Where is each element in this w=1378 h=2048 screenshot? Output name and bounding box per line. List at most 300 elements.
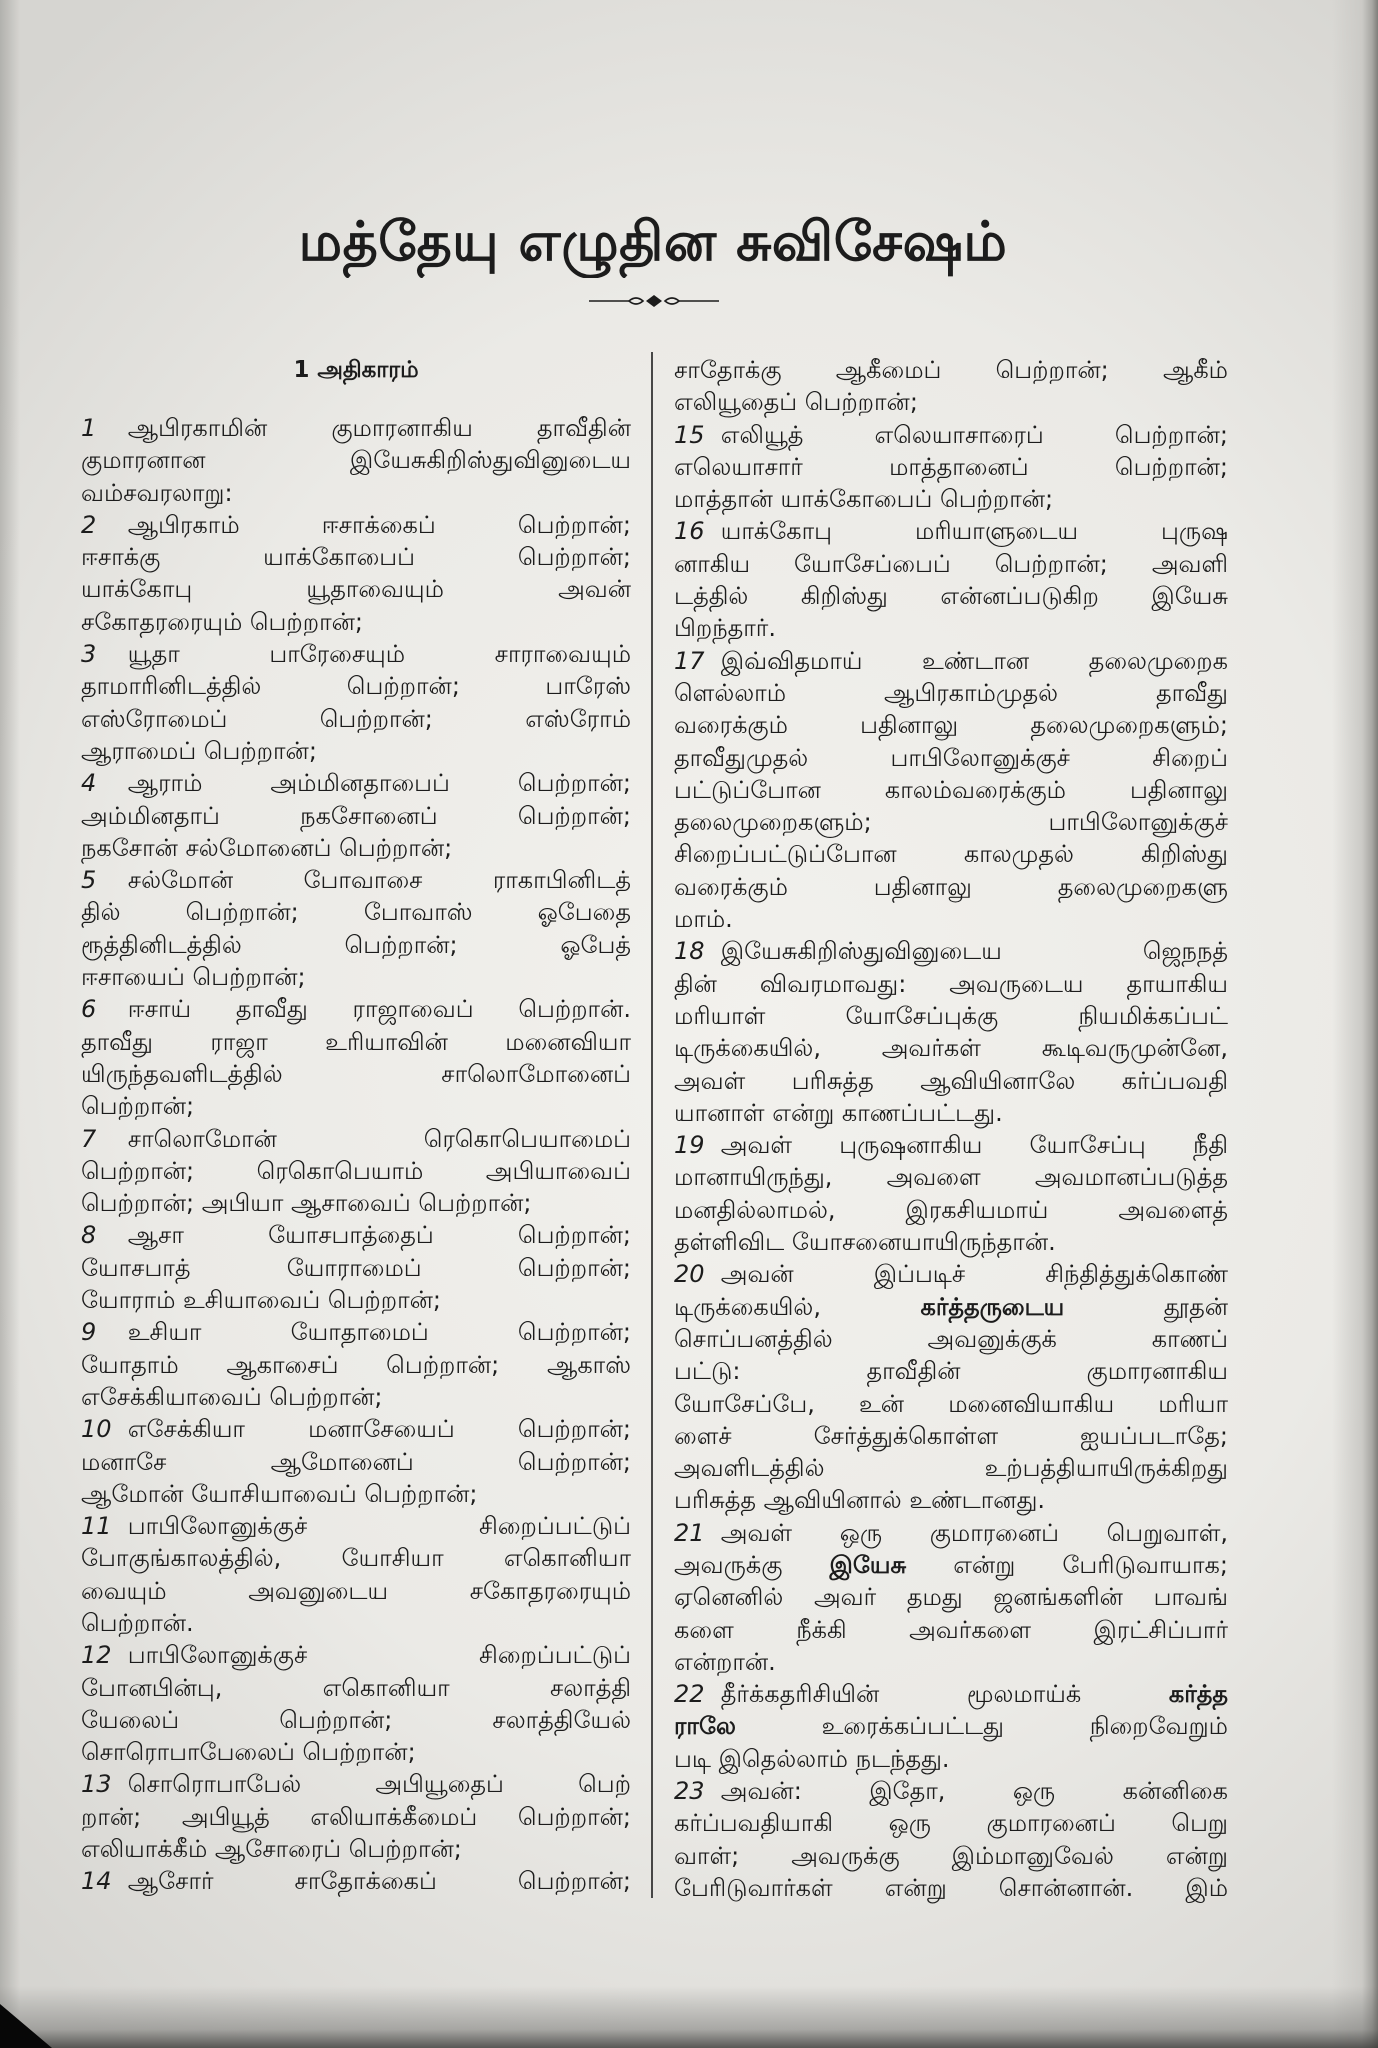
- left-column: [81, 412, 631, 1898]
- text-run: என்று பேரிடுவாயாக;: [906, 1550, 1228, 1579]
- text-line: [81, 1252, 631, 1284]
- text-run: தூதன்: [1064, 1292, 1228, 1321]
- text-line: [81, 1865, 631, 1897]
- text-run: வையும் அவனுடைய சகோதரரையும்: [81, 1576, 631, 1605]
- text-run: சொரொபாபேலைப் பெற்றான்;: [81, 1738, 416, 1767]
- verse-number: 11: [81, 1512, 112, 1541]
- text-line: [81, 1478, 631, 1510]
- verse-number: 18: [674, 937, 705, 966]
- verse-number: 21: [674, 1518, 705, 1547]
- text-run: றான்; அபியூத் எலியாக்கீமைப் பெற்றான்;: [81, 1802, 631, 1831]
- verse-number: 3: [81, 640, 97, 669]
- text-line: [81, 1736, 631, 1768]
- text-run: குமாரனான இயேசுகிறிஸ்துவினுடைய: [81, 446, 631, 475]
- line-content: [674, 582, 1228, 610]
- line-content: [81, 1415, 631, 1443]
- text-run: சல்மோன் போவாசை ராகாபினிடத்: [127, 866, 631, 895]
- text-line: [81, 1026, 631, 1058]
- text-line: [81, 1284, 631, 1316]
- line-content: [81, 1028, 631, 1056]
- text-run: பாபிலோனுக்குச் சிறைப்பட்டுப்: [127, 1641, 631, 1670]
- text-line: [81, 541, 631, 573]
- verse-number: 5: [81, 866, 97, 895]
- text-line: [81, 1801, 631, 1833]
- right-column: [674, 354, 1228, 1904]
- text-run: எசேக்கியாவைப் பெற்றான்;: [81, 1382, 383, 1411]
- line-content: [674, 1454, 1228, 1482]
- text-run: டத்தில் கிறிஸ்து என்னப்படுகிற இயேசு: [674, 582, 1228, 611]
- text-line: [674, 1484, 1228, 1516]
- text-line: [81, 1542, 631, 1574]
- verse-number: 7: [81, 1124, 97, 1153]
- text-line: [81, 1058, 631, 1090]
- text-run: சொரொபாபேல் அபியூதைப் பெற்: [127, 1770, 631, 1799]
- line-content: [674, 873, 1228, 901]
- text-line: [674, 1258, 1228, 1290]
- line-content: [674, 1874, 1228, 1902]
- bold-text-run: ராலே: [674, 1712, 736, 1741]
- page-title-text: மத்தேயு எழுதின சுவிசேஷம்: [298, 210, 1008, 273]
- line-content: [674, 1680, 1228, 1708]
- text-run: ஈசாய் தாவீது ராஜாவைப் பெற்றான்.: [127, 995, 631, 1024]
- text-line: [81, 1768, 631, 1800]
- bold-text-run: இயேசு: [829, 1550, 907, 1579]
- text-line: [674, 1807, 1228, 1839]
- text-run: அவளிடத்தில் உற்பத்தியாயிருக்கிறது: [674, 1454, 1228, 1483]
- verse-number: 10: [81, 1415, 112, 1444]
- text-run: வம்சவரலாறு:: [81, 478, 233, 507]
- line-content: [674, 550, 1228, 578]
- text-line: [81, 1413, 631, 1445]
- line-content: [674, 1842, 1228, 1870]
- text-run: உசியா யோதாமைப் பெற்றான்;: [127, 1318, 631, 1347]
- text-line: [81, 1316, 631, 1348]
- line-content: [81, 1738, 416, 1766]
- line-content: [81, 1835, 462, 1863]
- line-content: [81, 575, 631, 603]
- text-line: [81, 1123, 631, 1155]
- line-content: [81, 705, 631, 733]
- line-content: [674, 1648, 776, 1676]
- text-run: தாமாரினிடத்தில் பெற்றான்; பாரேஸ்: [81, 672, 631, 701]
- line-content: [674, 1551, 1228, 1579]
- text-run: எலியூதைப் பெற்றான்;: [674, 388, 918, 417]
- text-line: [81, 670, 631, 702]
- text-line: [674, 935, 1228, 967]
- text-run: கர்ப்பவதியாகி ஒரு குமாரனைப் பெறு: [674, 1809, 1228, 1838]
- verse-number: 6: [81, 995, 97, 1024]
- bold-text-run: கர்த்தருடைய: [920, 1292, 1065, 1321]
- line-content: [81, 1060, 631, 1088]
- text-run: ளைச் சேர்த்துக்கொள்ள ஐயப்படாதே;: [674, 1421, 1228, 1450]
- line-content: [81, 1480, 478, 1508]
- text-run: னாகிய யோசேப்பைப் பெற்றான்; அவளி: [674, 549, 1228, 578]
- text-run: இயேசுகிறிஸ்துவினுடைய ஜெநநத்: [720, 937, 1228, 966]
- line-content: [81, 1641, 631, 1669]
- line-content: [674, 937, 1228, 965]
- line-content: [81, 769, 631, 797]
- line-content: [674, 1196, 1228, 1224]
- text-line: [81, 800, 631, 832]
- text-line: [674, 1388, 1228, 1420]
- bold-text-run: கர்த்த: [1168, 1680, 1228, 1709]
- text-run: எஸ்ரோமைப் பெற்றான்; எஸ்ரோம்: [81, 704, 631, 733]
- title-ornament: [589, 291, 719, 311]
- text-run: அவள் பரிசுத்த ஆவியினாலே கர்ப்பவதி: [674, 1066, 1228, 1095]
- line-content: [81, 995, 631, 1023]
- text-run: தாவீது ராஜா உரியாவின் மனைவியா: [81, 1027, 631, 1056]
- verse-number: 4: [81, 769, 97, 798]
- text-run: யோசேப்பே, உன் மனைவியாகிய மரியா: [674, 1389, 1228, 1418]
- line-content: [674, 1712, 1228, 1740]
- text-run: சாலொமோன் ரெகொபெயாமைப்: [127, 1124, 631, 1153]
- verse-number: 2: [81, 510, 97, 539]
- text-run: ஆசோர் சாதோக்கைப் பெற்றான்;: [127, 1867, 631, 1896]
- chapter-heading: 1 அதிகாரம்: [293, 357, 419, 383]
- text-line: [674, 903, 1228, 935]
- text-line: [81, 606, 631, 638]
- line-content: [674, 1099, 1003, 1127]
- line-content: [674, 1486, 1045, 1514]
- text-run: மாத்தான் யாக்கோபைப் பெற்றான்;: [674, 485, 1054, 514]
- text-line: [81, 896, 631, 928]
- verse-number: 15: [674, 420, 705, 449]
- text-run: அவள் புருஷனாகிய யோசேப்பு நீதி: [720, 1131, 1228, 1160]
- text-run: நகசோன் சல்மோனைப் பெற்றான்;: [81, 833, 453, 862]
- text-line: [674, 1646, 1228, 1678]
- text-run: யிருந்தவளிடத்தில் சாலொமோனைப்: [81, 1059, 631, 1088]
- line-content: [81, 672, 631, 700]
- text-run: பாபிலோனுக்குச் சிறைப்பட்டுப்: [127, 1512, 631, 1541]
- text-run: என்றான்.: [674, 1647, 776, 1676]
- line-content: [674, 1519, 1228, 1547]
- text-line: [81, 1219, 631, 1251]
- text-line: [81, 477, 631, 509]
- text-run: ஆசா யோசபாத்தைப் பெற்றான்;: [127, 1221, 631, 1250]
- page-title: [203, 206, 1103, 278]
- text-run: களை நீக்கி அவர்களை இரட்சிப்பார்: [674, 1615, 1228, 1644]
- text-run: யோசபாத் யோராமைப் பெற்றான்;: [81, 1253, 631, 1282]
- text-run: அவன் இப்படிச் சிந்தித்துக்கொண்: [720, 1260, 1228, 1289]
- line-content: [674, 453, 1228, 481]
- line-content: [81, 963, 306, 991]
- text-line: [674, 386, 1228, 418]
- text-line: [674, 968, 1228, 1000]
- text-line: [674, 838, 1228, 870]
- text-line: [674, 1000, 1228, 1032]
- text-line: [674, 1840, 1228, 1872]
- text-line: [674, 806, 1228, 838]
- line-content: [81, 931, 631, 959]
- line-content: [81, 1286, 441, 1314]
- text-run: போனபின்பு, எகொனியா சலாத்தி: [81, 1673, 631, 1702]
- text-line: [674, 1743, 1228, 1775]
- text-run: மனதில்லாமல், இரகசியமாய் அவளைத்: [674, 1195, 1228, 1224]
- text-line: [674, 1581, 1228, 1613]
- text-run: தீர்க்கதரிசியின் மூலமாய்க்: [720, 1680, 1169, 1709]
- text-run: பெற்றான்; ரெகொபெயாம் அபியாவைப்: [81, 1156, 631, 1185]
- text-line: [674, 419, 1228, 451]
- text-run: பேரிடுவார்கள் என்று சொன்னான். இம்: [674, 1873, 1228, 1902]
- text-run: அவருக்கு: [674, 1550, 830, 1579]
- text-run: தலைமுறைகளும்; பாபிலோனுக்குச்: [674, 808, 1228, 837]
- text-run: பெற்றான்;: [81, 1092, 195, 1121]
- text-run: ரூத்தினிடத்தில் பெற்றான்; ஓபேத்: [81, 930, 631, 959]
- text-line: [81, 1187, 631, 1219]
- text-line: [81, 735, 631, 767]
- verse-number: 1: [81, 414, 97, 442]
- text-line: [674, 451, 1228, 483]
- text-line: [81, 1672, 631, 1704]
- line-content: [81, 1674, 631, 1702]
- line-content: [674, 1260, 1228, 1288]
- text-run: ஆமோன் யோசியாவைப் பெற்றான்;: [81, 1479, 478, 1508]
- text-line: [674, 1065, 1228, 1097]
- line-content: [81, 1706, 631, 1734]
- line-content: [674, 1131, 1228, 1159]
- line-content: [81, 1512, 631, 1540]
- text-line: [674, 1355, 1228, 1387]
- text-run: வரைக்கும் பதினாலு தலைமுறைகளு: [674, 872, 1228, 901]
- text-line: [674, 1032, 1228, 1064]
- verse-number: 16: [674, 517, 705, 546]
- text-line: [674, 515, 1228, 547]
- text-line: [81, 509, 631, 541]
- text-run: யாக்கோபு மரியாளுடைய புருஷ: [720, 517, 1228, 546]
- verse-number: 14: [81, 1867, 112, 1896]
- line-content: [81, 1221, 631, 1249]
- text-line: [81, 1833, 631, 1865]
- text-line: [81, 1510, 631, 1542]
- text-line: [674, 645, 1228, 677]
- text-line: [81, 444, 631, 476]
- line-content: [81, 1318, 631, 1346]
- line-content: [674, 647, 1228, 675]
- text-run: மரியாள் யோசேப்புக்கு நியமிக்கப்பட்: [674, 1001, 1228, 1030]
- line-content: [674, 1325, 1228, 1353]
- column-divider: [651, 352, 653, 1898]
- verse-number: 19: [674, 1131, 705, 1160]
- text-run: தில் பெற்றான்; போவாஸ் ஓபேதை: [81, 898, 631, 927]
- verse-number: 22: [674, 1680, 705, 1709]
- text-line: [674, 354, 1228, 386]
- line-content: [674, 1422, 1228, 1450]
- text-line: [674, 1323, 1228, 1355]
- text-run: டிருக்கையில், அவர்கள் கூடிவருமுன்னே,: [674, 1034, 1228, 1063]
- line-content: [674, 1002, 1228, 1030]
- line-content: [81, 543, 631, 571]
- line-content: [674, 388, 918, 416]
- verse-number: 13: [81, 1770, 112, 1799]
- line-content: [81, 640, 631, 668]
- line-content: [81, 1803, 631, 1831]
- text-line: [674, 612, 1228, 644]
- text-run: சகோதரரையும் பெற்றான்;: [81, 607, 363, 636]
- line-content: [674, 905, 733, 933]
- text-run: பெற்றான்.: [81, 1608, 194, 1637]
- text-line: [674, 871, 1228, 903]
- line-content: [81, 1189, 532, 1217]
- line-content: [674, 1067, 1228, 1095]
- text-run: வாள்; அவருக்கு இம்மானுவேல் என்று: [674, 1841, 1228, 1870]
- text-run: யூதா பாரேசையும் சாராவையும்: [127, 640, 631, 669]
- text-run: ஆபிரகாம் ஈசாக்கைப் பெற்றான்;: [127, 510, 631, 539]
- text-run: சாதோக்கு ஆகீமைப் பெற்றான்; ஆகீம்: [674, 356, 1228, 384]
- page-edge-right: [1332, 0, 1378, 2048]
- text-line: [81, 638, 631, 670]
- text-run: ளெல்லாம் ஆபிரகாம்முதல் தாவீது: [674, 678, 1228, 707]
- line-content: [81, 1351, 631, 1379]
- line-content: [674, 808, 1228, 836]
- line-content: [81, 834, 452, 862]
- text-line: [674, 1710, 1228, 1742]
- text-line: [674, 580, 1228, 612]
- text-run: மனாசே ஆமோனைப் பெற்றான்;: [81, 1447, 631, 1476]
- verse-number: 17: [674, 646, 705, 675]
- text-line: [674, 1517, 1228, 1549]
- verse-number: 20: [674, 1260, 705, 1289]
- text-line: [81, 412, 631, 444]
- line-content: [674, 1616, 1228, 1644]
- text-run: தின் விவரமாவது: அவருடைய தாயாகிய: [674, 969, 1228, 998]
- text-run: பெற்றான்; அபியா ஆசாவைப் பெற்றான்;: [81, 1189, 532, 1218]
- text-line: [674, 1775, 1228, 1807]
- text-line: [674, 1452, 1228, 1484]
- line-content: [674, 614, 776, 642]
- line-content: [674, 356, 1228, 384]
- text-line: [81, 832, 631, 864]
- text-line: [81, 1090, 631, 1122]
- text-run: பிறந்தார்.: [674, 614, 776, 643]
- line-content: [81, 608, 363, 636]
- line-content: [81, 414, 631, 442]
- text-line: [81, 703, 631, 735]
- text-run: அவன்: இதோ, ஒரு கன்னிகை: [720, 1777, 1228, 1806]
- line-content: [674, 776, 1228, 804]
- text-line: [81, 1639, 631, 1671]
- line-content: [81, 446, 631, 474]
- text-run: ஆபிரகாமின் குமாரனாகிய தாவீதின்: [127, 414, 631, 442]
- text-line: [674, 1097, 1228, 1129]
- text-line: [81, 767, 631, 799]
- line-content: [81, 898, 631, 926]
- line-content: [674, 1583, 1228, 1611]
- text-run: மானாயிருந்து, அவளை அவமானப்படுத்த: [674, 1163, 1228, 1192]
- text-line: [81, 1155, 631, 1187]
- text-run: ஏனெனில் அவர் தமது ஜனங்களின் பாவங்: [674, 1583, 1228, 1612]
- line-content: [674, 711, 1228, 739]
- line-content: [674, 421, 1228, 449]
- text-line: [674, 709, 1228, 741]
- line-content: [81, 1867, 631, 1895]
- text-line: [674, 1420, 1228, 1452]
- text-line: [674, 1614, 1228, 1646]
- line-content: [674, 1034, 1228, 1062]
- text-line: [81, 1575, 631, 1607]
- line-content: [81, 802, 631, 830]
- verse-number: 12: [81, 1641, 112, 1670]
- page-shadow-left: [0, 0, 20, 2048]
- text-line: [81, 1381, 631, 1413]
- text-line: [674, 1194, 1228, 1226]
- line-content: [674, 1163, 1228, 1191]
- text-run: இவ்விதமாய் உண்டான தலைமுறைக: [720, 646, 1228, 675]
- text-run: டிருக்கையில்,: [674, 1292, 921, 1321]
- text-run: பட்டுப்போன காலம்வரைக்கும் பதினாலு: [674, 775, 1228, 804]
- text-run: எசேக்கியா மனாசேயைப் பெற்றான்;: [127, 1415, 631, 1444]
- line-content: [674, 1357, 1228, 1385]
- text-line: [81, 993, 631, 1025]
- text-line: [674, 1291, 1228, 1323]
- text-run: யோராம் உசியாவைப் பெற்றான்;: [81, 1286, 441, 1315]
- text-run: தள்ளிவிட யோசனையாயிருந்தான்.: [674, 1228, 1056, 1257]
- text-line: [81, 961, 631, 993]
- text-line: [674, 1129, 1228, 1161]
- text-run: ஈசாயைப் பெற்றான்;: [81, 963, 306, 992]
- text-line: [81, 573, 631, 605]
- text-line: [674, 548, 1228, 580]
- line-content: [81, 1544, 631, 1572]
- text-line: [674, 742, 1228, 774]
- text-run: யானாள் என்று காணப்பட்டது.: [674, 1098, 1003, 1127]
- text-run: எலியூத் எலெயாசாரைப் பெற்றான்;: [720, 420, 1228, 449]
- text-line: [81, 1446, 631, 1478]
- text-run: ஈசாக்கு யாக்கோபைப் பெற்றான்;: [81, 543, 631, 572]
- text-run: யோதாம் ஆகாசைப் பெற்றான்; ஆகாஸ்: [81, 1350, 631, 1379]
- line-content: [674, 1228, 1056, 1256]
- text-run: தாவீதுமுதல் பாபிலோனுக்குச் சிறைப்: [674, 743, 1228, 772]
- line-content: [674, 744, 1228, 772]
- line-content: [674, 679, 1228, 707]
- verse-number: 23: [674, 1777, 705, 1806]
- text-run: படி இதெல்லாம் நடந்தது.: [674, 1744, 950, 1773]
- text-line: [674, 483, 1228, 515]
- text-run: எலியாக்கீம் ஆசோரைப் பெற்றான்;: [81, 1835, 462, 1864]
- text-run: சிறைப்பட்டுப்போன காலமுதல் கிறிஸ்து: [674, 840, 1228, 869]
- text-run: பட்டு: தாவீதின் குமாரனாகிய: [674, 1357, 1228, 1386]
- line-content: [674, 970, 1228, 998]
- text-line: [81, 1704, 631, 1736]
- text-run: வரைக்கும் பதினாலு தலைமுறைகளும்;: [674, 711, 1228, 740]
- text-line: [674, 1872, 1228, 1904]
- line-content: [81, 1448, 631, 1476]
- text-run: சொப்பனத்தில் அவனுக்குக் காணப்: [674, 1324, 1228, 1353]
- text-line: [674, 1226, 1228, 1258]
- line-content: [81, 479, 233, 507]
- line-content: [81, 511, 631, 539]
- text-run: அவள் ஒரு குமாரனைப் பெறுவாள்,: [720, 1518, 1228, 1547]
- text-run: உரைக்கப்பட்டது நிறைவேறும்: [735, 1712, 1228, 1741]
- line-content: [674, 1390, 1228, 1418]
- text-line: [674, 774, 1228, 806]
- page-shadow-bottom: [0, 1986, 1378, 2048]
- text-run: எலெயாசார் மாத்தானைப் பெற்றான்;: [674, 452, 1228, 481]
- text-line: [81, 1349, 631, 1381]
- line-content: [674, 1745, 950, 1773]
- line-content: [81, 737, 317, 765]
- text-run: ஆராமைப் பெற்றான்;: [81, 736, 317, 765]
- verse-number: 8: [81, 1221, 97, 1250]
- line-content: [674, 1777, 1228, 1805]
- text-run: அம்மினதாப் நகசோனைப் பெற்றான்;: [81, 801, 631, 830]
- line-content: [674, 517, 1228, 545]
- line-content: [81, 1254, 631, 1282]
- line-content: [81, 1609, 194, 1637]
- text-line: [674, 1678, 1228, 1710]
- text-run: ஆராம் அம்மினதாபைப் பெற்றான்;: [127, 769, 631, 798]
- line-content: [81, 1092, 194, 1120]
- text-line: [674, 1161, 1228, 1193]
